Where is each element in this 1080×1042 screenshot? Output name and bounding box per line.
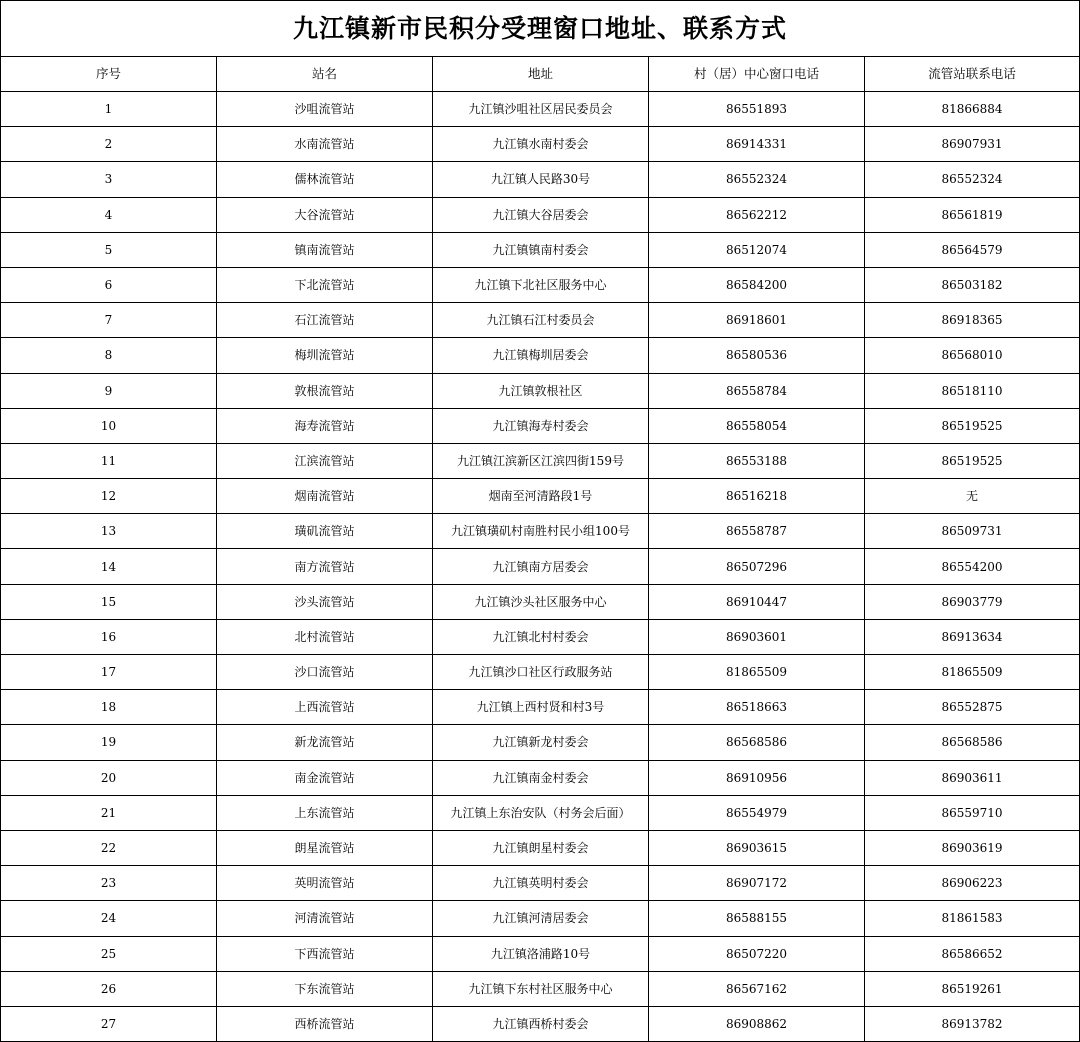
cell-index: 16 bbox=[1, 619, 217, 654]
cell-address: 九江镇南金村委会 bbox=[433, 760, 649, 795]
cell-address: 九江镇沙头社区服务中心 bbox=[433, 584, 649, 619]
cell-window-phone: 86507296 bbox=[649, 549, 865, 584]
cell-index: 2 bbox=[1, 127, 217, 162]
cell-window-phone: 86558054 bbox=[649, 408, 865, 443]
cell-station: 大谷流管站 bbox=[217, 197, 433, 232]
cell-address: 九江镇上西村贤和村3号 bbox=[433, 690, 649, 725]
cell-address: 九江镇江滨新区江滨四街159号 bbox=[433, 443, 649, 478]
cell-address: 九江镇南方居委会 bbox=[433, 549, 649, 584]
table-row bbox=[1, 127, 1080, 162]
cell-window-phone: 86558787 bbox=[649, 514, 865, 549]
cell-index: 23 bbox=[1, 866, 217, 901]
table-row bbox=[1, 92, 1080, 127]
cell-index: 17 bbox=[1, 655, 217, 690]
cell-station: 沙口流管站 bbox=[217, 655, 433, 690]
cell-window-phone: 86562212 bbox=[649, 197, 865, 232]
cell-address: 九江镇水南村委会 bbox=[433, 127, 649, 162]
cell-address: 九江镇英明村委会 bbox=[433, 866, 649, 901]
cell-window-phone: 86554979 bbox=[649, 795, 865, 830]
table-row bbox=[1, 443, 1080, 478]
cell-station-phone: 无 bbox=[865, 479, 1080, 514]
cell-station: 河清流管站 bbox=[217, 901, 433, 936]
cell-station-phone: 86907931 bbox=[865, 127, 1080, 162]
header-row bbox=[1, 57, 1080, 92]
cell-station-phone: 86918365 bbox=[865, 303, 1080, 338]
cell-station: 江滨流管站 bbox=[217, 443, 433, 478]
table-row bbox=[1, 197, 1080, 232]
cell-window-phone: 86518663 bbox=[649, 690, 865, 725]
column-header-station: 站名 bbox=[217, 57, 433, 92]
cell-address: 九江镇下东村社区服务中心 bbox=[433, 971, 649, 1006]
cell-station: 璜矶流管站 bbox=[217, 514, 433, 549]
cell-station-phone: 86903611 bbox=[865, 760, 1080, 795]
cell-window-phone: 86588155 bbox=[649, 901, 865, 936]
cell-station: 镇南流管站 bbox=[217, 232, 433, 267]
cell-window-phone: 86910956 bbox=[649, 760, 865, 795]
cell-station-phone: 86554200 bbox=[865, 549, 1080, 584]
cell-station: 英明流管站 bbox=[217, 866, 433, 901]
cell-station-phone: 86503182 bbox=[865, 267, 1080, 302]
cell-address: 九江镇朗星村委会 bbox=[433, 830, 649, 865]
cell-index: 15 bbox=[1, 584, 217, 619]
cell-station: 水南流管站 bbox=[217, 127, 433, 162]
table-row bbox=[1, 830, 1080, 865]
cell-index: 7 bbox=[1, 303, 217, 338]
cell-station-phone: 86913782 bbox=[865, 1006, 1080, 1041]
cell-index: 4 bbox=[1, 197, 217, 232]
cell-address: 九江镇西桥村委会 bbox=[433, 1006, 649, 1041]
cell-index: 12 bbox=[1, 479, 217, 514]
column-header-station-phone: 流管站联系电话 bbox=[865, 57, 1080, 92]
cell-station-phone: 86518110 bbox=[865, 373, 1080, 408]
cell-window-phone: 86551893 bbox=[649, 92, 865, 127]
cell-station-phone: 86509731 bbox=[865, 514, 1080, 549]
table-row bbox=[1, 162, 1080, 197]
cell-window-phone: 86558784 bbox=[649, 373, 865, 408]
table-row bbox=[1, 267, 1080, 302]
table-row bbox=[1, 936, 1080, 971]
table-row bbox=[1, 971, 1080, 1006]
table-row bbox=[1, 373, 1080, 408]
cell-address: 九江镇沙咀社区居民委员会 bbox=[433, 92, 649, 127]
cell-station: 石江流管站 bbox=[217, 303, 433, 338]
page-title: 九江镇新市民积分受理窗口地址、联系方式 bbox=[1, 1, 1080, 57]
cell-station: 儒林流管站 bbox=[217, 162, 433, 197]
cell-address: 九江镇下北社区服务中心 bbox=[433, 267, 649, 302]
cell-index: 6 bbox=[1, 267, 217, 302]
table-row bbox=[1, 866, 1080, 901]
table-row bbox=[1, 338, 1080, 373]
cell-index: 13 bbox=[1, 514, 217, 549]
table-row bbox=[1, 232, 1080, 267]
cell-station-phone: 86913634 bbox=[865, 619, 1080, 654]
cell-index: 27 bbox=[1, 1006, 217, 1041]
cell-station-phone: 86519525 bbox=[865, 443, 1080, 478]
table-row bbox=[1, 584, 1080, 619]
cell-address: 九江镇镇南村委会 bbox=[433, 232, 649, 267]
cell-address: 九江镇璜矶村南胜村民小组100号 bbox=[433, 514, 649, 549]
cell-address: 九江镇上东治安队（村务会后面） bbox=[433, 795, 649, 830]
cell-window-phone: 86568586 bbox=[649, 725, 865, 760]
table-row bbox=[1, 549, 1080, 584]
cell-station: 南金流管站 bbox=[217, 760, 433, 795]
cell-station-phone: 81865509 bbox=[865, 655, 1080, 690]
table-row bbox=[1, 303, 1080, 338]
cell-index: 21 bbox=[1, 795, 217, 830]
table-row bbox=[1, 795, 1080, 830]
cell-window-phone: 86903615 bbox=[649, 830, 865, 865]
cell-index: 1 bbox=[1, 92, 217, 127]
table-body bbox=[1, 92, 1080, 1042]
cell-address: 九江镇石江村委员会 bbox=[433, 303, 649, 338]
cell-index: 24 bbox=[1, 901, 217, 936]
cell-station: 上东流管站 bbox=[217, 795, 433, 830]
cell-address: 九江镇梅圳居委会 bbox=[433, 338, 649, 373]
table-row bbox=[1, 760, 1080, 795]
cell-station-phone: 81866884 bbox=[865, 92, 1080, 127]
cell-station-phone: 86903619 bbox=[865, 830, 1080, 865]
cell-index: 19 bbox=[1, 725, 217, 760]
table-row bbox=[1, 725, 1080, 760]
cell-station: 新龙流管站 bbox=[217, 725, 433, 760]
cell-window-phone: 86552324 bbox=[649, 162, 865, 197]
cell-station-phone: 86568010 bbox=[865, 338, 1080, 373]
cell-station-phone: 86903779 bbox=[865, 584, 1080, 619]
cell-station-phone: 86519261 bbox=[865, 971, 1080, 1006]
cell-station-phone: 86561819 bbox=[865, 197, 1080, 232]
cell-station: 下东流管站 bbox=[217, 971, 433, 1006]
table-row bbox=[1, 655, 1080, 690]
cell-station-phone: 86552875 bbox=[865, 690, 1080, 725]
cell-index: 18 bbox=[1, 690, 217, 725]
table-row bbox=[1, 479, 1080, 514]
cell-index: 14 bbox=[1, 549, 217, 584]
cell-window-phone: 86507220 bbox=[649, 936, 865, 971]
cell-index: 8 bbox=[1, 338, 217, 373]
cell-index: 5 bbox=[1, 232, 217, 267]
cell-station: 烟南流管站 bbox=[217, 479, 433, 514]
cell-window-phone: 86580536 bbox=[649, 338, 865, 373]
cell-index: 10 bbox=[1, 408, 217, 443]
cell-station: 下北流管站 bbox=[217, 267, 433, 302]
cell-station: 南方流管站 bbox=[217, 549, 433, 584]
title-row bbox=[1, 1, 1080, 57]
table-row bbox=[1, 408, 1080, 443]
cell-station-phone: 86559710 bbox=[865, 795, 1080, 830]
cell-station-phone: 86552324 bbox=[865, 162, 1080, 197]
cell-station: 北村流管站 bbox=[217, 619, 433, 654]
cell-index: 20 bbox=[1, 760, 217, 795]
cell-window-phone: 86584200 bbox=[649, 267, 865, 302]
cell-address: 九江镇敦根社区 bbox=[433, 373, 649, 408]
cell-address: 烟南至河清路段1号 bbox=[433, 479, 649, 514]
cell-station-phone: 86519525 bbox=[865, 408, 1080, 443]
cell-index: 11 bbox=[1, 443, 217, 478]
cell-index: 9 bbox=[1, 373, 217, 408]
cell-window-phone: 86516218 bbox=[649, 479, 865, 514]
cell-address: 九江镇洛浦路10号 bbox=[433, 936, 649, 971]
cell-address: 九江镇河清居委会 bbox=[433, 901, 649, 936]
cell-window-phone: 86512074 bbox=[649, 232, 865, 267]
column-header-address: 地址 bbox=[433, 57, 649, 92]
cell-station-phone: 86568586 bbox=[865, 725, 1080, 760]
cell-station: 上西流管站 bbox=[217, 690, 433, 725]
cell-station-phone: 86906223 bbox=[865, 866, 1080, 901]
cell-index: 26 bbox=[1, 971, 217, 1006]
cell-address: 九江镇大谷居委会 bbox=[433, 197, 649, 232]
table-row bbox=[1, 901, 1080, 936]
cell-station: 朗星流管站 bbox=[217, 830, 433, 865]
cell-station-phone: 86564579 bbox=[865, 232, 1080, 267]
table-row bbox=[1, 619, 1080, 654]
cell-address: 九江镇北村村委会 bbox=[433, 619, 649, 654]
cell-address: 九江镇新龙村委会 bbox=[433, 725, 649, 760]
cell-window-phone: 86567162 bbox=[649, 971, 865, 1006]
cell-window-phone: 86908862 bbox=[649, 1006, 865, 1041]
table-row bbox=[1, 514, 1080, 549]
cell-station: 西桥流管站 bbox=[217, 1006, 433, 1041]
cell-station: 沙咀流管站 bbox=[217, 92, 433, 127]
cell-station: 敦根流管站 bbox=[217, 373, 433, 408]
cell-window-phone: 86910447 bbox=[649, 584, 865, 619]
cell-station: 海寿流管站 bbox=[217, 408, 433, 443]
cell-window-phone: 86918601 bbox=[649, 303, 865, 338]
table-row bbox=[1, 1006, 1080, 1041]
column-header-window-phone: 村（居）中心窗口电话 bbox=[649, 57, 865, 92]
cell-station-phone: 81861583 bbox=[865, 901, 1080, 936]
cell-window-phone: 86907172 bbox=[649, 866, 865, 901]
cell-window-phone: 86553188 bbox=[649, 443, 865, 478]
cell-address: 九江镇人民路30号 bbox=[433, 162, 649, 197]
cell-window-phone: 86903601 bbox=[649, 619, 865, 654]
cell-address: 九江镇海寿村委会 bbox=[433, 408, 649, 443]
cell-station: 下西流管站 bbox=[217, 936, 433, 971]
cell-address: 九江镇沙口社区行政服务站 bbox=[433, 655, 649, 690]
cell-window-phone: 86914331 bbox=[649, 127, 865, 162]
cell-index: 22 bbox=[1, 830, 217, 865]
cell-index: 3 bbox=[1, 162, 217, 197]
table-row bbox=[1, 690, 1080, 725]
cell-station: 沙头流管站 bbox=[217, 584, 433, 619]
cell-station-phone: 86586652 bbox=[865, 936, 1080, 971]
column-header-index: 序号 bbox=[1, 57, 217, 92]
cell-index: 25 bbox=[1, 936, 217, 971]
cell-window-phone: 81865509 bbox=[649, 655, 865, 690]
cell-station: 梅圳流管站 bbox=[217, 338, 433, 373]
